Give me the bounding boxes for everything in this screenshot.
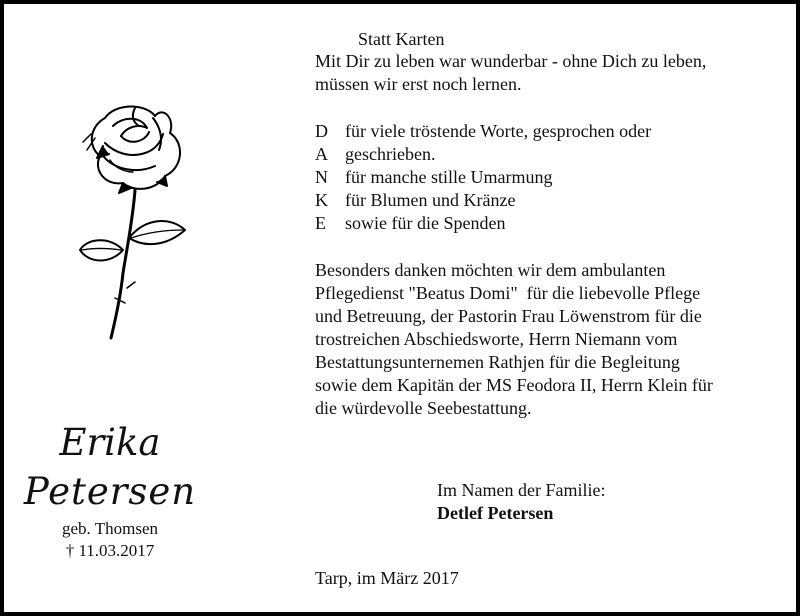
danke-row xyxy=(315,189,651,212)
danke-letter: K xyxy=(315,190,328,210)
deceased-name-block xyxy=(20,420,200,562)
danke-list xyxy=(315,120,651,235)
danke-text: geschrieben. xyxy=(345,144,436,164)
danke-text: für manche stille Umarmung xyxy=(345,167,553,187)
danke-row xyxy=(315,120,651,143)
motto-line: müssen wir erst noch lernen. xyxy=(315,74,522,94)
danke-row xyxy=(315,166,651,189)
place-date: Tarp, im März 2017 xyxy=(315,568,459,588)
danke-letter: N xyxy=(315,167,328,187)
thanks-line: Bestattungsunternemen Rathjen für die Begleitung xyxy=(315,352,680,372)
danke-text: sowie für die Spenden xyxy=(345,213,506,233)
danke-text: für viele tröstende Worte, gesprochen oder xyxy=(345,121,652,141)
thanks-paragraph xyxy=(315,259,775,420)
danke-letter: E xyxy=(315,213,326,233)
rose-icon xyxy=(75,98,195,348)
heading: Statt Karten xyxy=(358,29,445,49)
danke-text: für Blumen und Kränze xyxy=(345,190,516,210)
family-label: Im Namen der Familie: xyxy=(437,480,606,500)
danke-letter: D xyxy=(315,121,328,141)
death-date: † 11.03.2017 xyxy=(65,541,155,560)
thanks-line: Besonders danken möchten wir dem ambulanten xyxy=(315,260,666,280)
thanks-line: und Betreuung, der Pastorin Frau Löwenstrom für die xyxy=(315,306,702,326)
danke-row xyxy=(315,212,651,235)
deceased-first-name: Erika xyxy=(59,421,161,464)
motto-line: Mit Dir zu leben war wunderbar - ohne Dich zu leben, xyxy=(315,51,707,71)
thanks-line: sowie dem Kapitän der MS Feodora II, Herrn Klein für xyxy=(315,375,713,395)
birth-name: geb. Thomsen xyxy=(61,519,158,538)
deceased-last-name: Petersen xyxy=(23,470,197,513)
motto xyxy=(315,50,785,96)
thanks-line: Pflegedienst "Beatus Domi" für die liebevolle Pflege xyxy=(315,283,701,303)
family-name: Detlef Petersen xyxy=(437,503,554,523)
thanks-line: trostreichen Abschiedsworte, Herrn Niemann vom xyxy=(315,329,678,349)
danke-row xyxy=(315,143,651,166)
thanks-line: die würdevolle Seebestattung. xyxy=(315,398,532,418)
danke-letter: A xyxy=(315,144,328,164)
family-signature xyxy=(437,479,605,525)
